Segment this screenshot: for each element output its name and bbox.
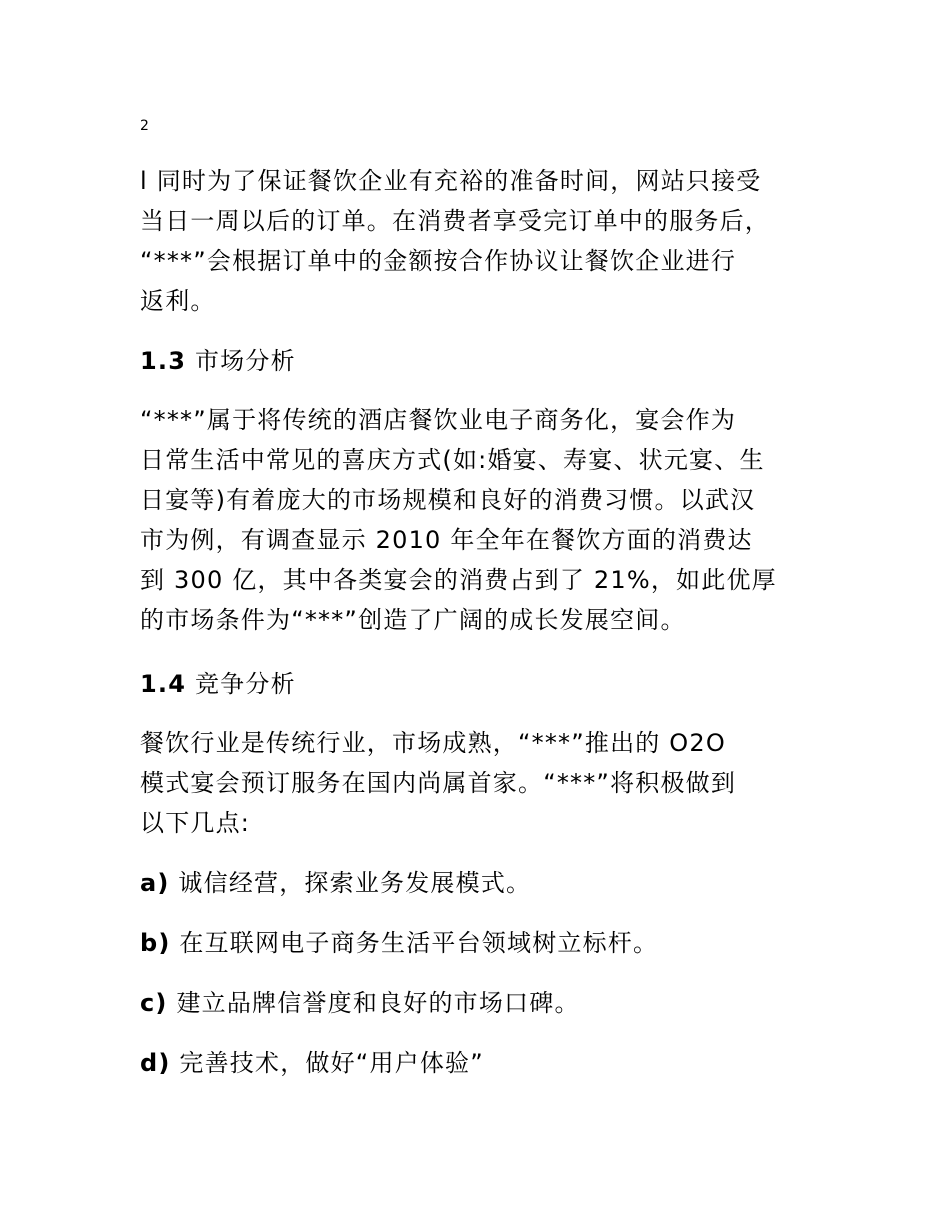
paragraph-line: 的市场条件为“***”创造了广阔的成长发展空间。 [140, 606, 686, 634]
list-item [140, 1043, 812, 1083]
section-title: 竞争分析 [194, 670, 296, 698]
list-text: 诚信经营，探索业务发展模式。 [178, 869, 532, 897]
section-heading-1-4 [140, 664, 812, 704]
paragraph-line: 到 300 亿，其中各类宴会的消费占到了 21%，如此优厚 [140, 566, 777, 594]
list-item [140, 923, 812, 963]
paragraph-line: 返利。 [140, 287, 216, 315]
section-number: 1.4 [140, 670, 187, 698]
list-item [140, 863, 812, 903]
paragraph-line: l 同时为了保证餐饮企业有充裕的准备时间，网站只接受 [140, 167, 762, 195]
paragraph-line: “***”属于将传统的酒店餐饮业电子商务化，宴会作为 [140, 406, 737, 434]
competition-paragraph [140, 723, 812, 843]
list-marker: c) [140, 989, 168, 1017]
market-paragraph [140, 400, 812, 640]
list-text: 在互联网电子商务生活平台领域树立标杆。 [179, 929, 659, 957]
section-number: 1.3 [140, 347, 187, 375]
list-text: 建立品牌信誉度和良好的市场口碑。 [176, 989, 580, 1017]
paragraph-line: 日宴等)有着庞大的市场规模和良好的消费习惯。以武汉 [140, 486, 756, 514]
list-marker: d) [140, 1049, 171, 1077]
paragraph-line: 市为例，有调查显示 2010 年全年在餐饮方面的消费达 [140, 526, 753, 554]
list-marker: a) [140, 869, 170, 897]
paragraph-line: 以下几点: [140, 809, 251, 837]
intro-paragraph [140, 161, 812, 321]
list-item [140, 983, 812, 1023]
list-marker: b) [140, 929, 171, 957]
paragraph-line: 当日一周以后的订单。在消费者享受完订单中的服务后， [140, 207, 770, 235]
paragraph-line: 日常生活中常见的喜庆方式(如:婚宴、寿宴、状元宴、生 [140, 446, 765, 474]
section-title: 市场分析 [194, 347, 296, 375]
page-number: 2 [140, 118, 149, 134]
section-heading-1-3 [140, 341, 812, 381]
paragraph-line: “***”会根据订单中的金额按合作协议让餐饮企业进行 [140, 247, 737, 275]
paragraph-line: 模式宴会预订服务在国内尚属首家。“***”将积极做到 [140, 769, 737, 797]
list-text: 完善技术，做好“用户体验” [179, 1049, 484, 1077]
paragraph-line: 餐饮行业是传统行业，市场成熟，“***”推出的 O2O [140, 729, 726, 757]
